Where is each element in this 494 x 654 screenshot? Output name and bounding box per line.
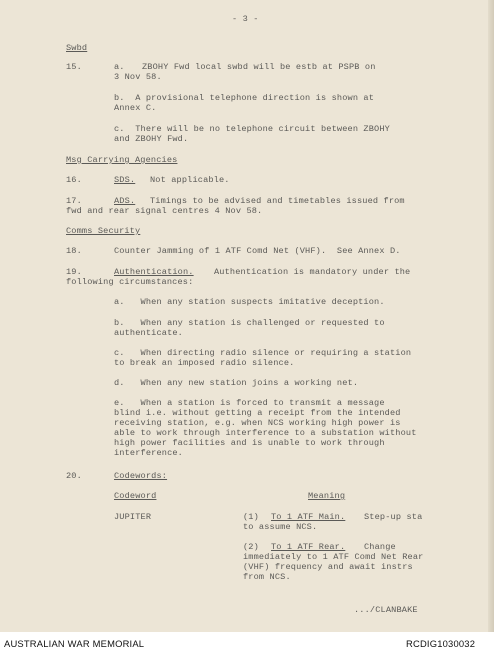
para-19c-line1: c. When directing radio silence or requiring a station <box>114 348 412 358</box>
para-19e-line3: receiving station, e.g. when NCS working high power is <box>114 418 401 428</box>
para-17-line1: Timings to be advised and timetables issued from <box>150 196 405 206</box>
para-15a-line2: 3 Nov 58. <box>114 72 162 82</box>
archive-footer-left: AUSTRALIAN WAR MEMORIAL <box>4 638 145 649</box>
meaning-2-line3: (VHF) frequency and await instrs <box>243 562 413 572</box>
para-19d: d. When any new station joins a working net. <box>114 378 359 388</box>
para-18-text: Counter Jamming of 1 ATF Comd Net (VHF). See Annex D. <box>114 246 401 256</box>
meaning-1-number: (1) <box>243 512 259 522</box>
continuation-marker: .../CLANBAKE <box>354 605 418 615</box>
page-number: - 3 - <box>232 14 259 24</box>
para-15a-label: a. <box>114 62 125 72</box>
para-20-heading: Codewords: <box>114 471 168 481</box>
para-20-number: 20. <box>66 471 82 481</box>
para-17-heading: ADS. <box>114 196 136 206</box>
para-15c-line1: c. There will be no telephone circuit between ZBOHY <box>114 124 390 134</box>
para-19a: a. When any station suspects imitative deception. <box>114 297 385 307</box>
column-header-codeword: Codeword <box>114 491 157 501</box>
meaning-1-line2: to assume NCS. <box>243 522 318 532</box>
para-19e-line4: able to work through interference to a substation without <box>114 428 417 438</box>
meaning-2-line1: Change <box>364 542 396 552</box>
meaning-2-heading: To 1 ATF Rear. <box>271 542 346 552</box>
codeword-value: JUPITER <box>114 512 152 522</box>
para-17-line2: fwd and rear signal centres 4 Nov 58. <box>66 206 263 216</box>
para-15a-line1: ZBOHY Fwd local swbd will be estb at PSPB on <box>142 62 376 72</box>
para-15-number: 15. <box>66 62 82 72</box>
para-19e-line1: e. When a station is forced to transmit a message <box>114 398 385 408</box>
para-19-line2: following circumstances: <box>66 277 194 287</box>
para-16-text: Not applicable. <box>150 175 230 185</box>
archive-footer-right: RCDIG1030032 <box>406 638 476 649</box>
para-19e-line6: interference. <box>114 448 183 458</box>
para-15b-line2: Annex C. <box>114 103 157 113</box>
para-19e-line2: blind i.e. without getting a receipt from the intended <box>114 408 401 418</box>
para-19c-line2: to break an imposed radio silence. <box>114 358 295 368</box>
para-18-number: 18. <box>66 246 82 256</box>
para-16-number: 16. <box>66 175 82 185</box>
para-15c-line2: and ZBOHY Fwd. <box>114 134 189 144</box>
para-19-heading: Authentication. <box>114 267 194 277</box>
para-17-number: 17. <box>66 196 82 206</box>
para-19b-line2: authenticate. <box>114 328 183 338</box>
para-19e-line5: high power facilities and is unable to work through <box>114 438 385 448</box>
column-header-meaning: Meaning <box>308 491 346 501</box>
para-15b-line1: b. A provisional telephone direction is shown at <box>114 93 375 103</box>
meaning-1-line1: Step-up sta <box>364 512 423 522</box>
para-19-line1: Authentication is mandatory under the <box>214 267 411 277</box>
para-19b-line1: b. When any station is challenged or requested to <box>114 318 385 328</box>
meaning-2-line4: from NCS. <box>243 572 291 582</box>
section-heading-comms-security: Comms Security <box>66 226 141 236</box>
para-16-heading: SDS. <box>114 175 136 185</box>
para-19-number: 19. <box>66 267 82 277</box>
section-heading-msg-carrying: Msg Carrying Agencies <box>66 155 178 165</box>
meaning-2-number: (2) <box>243 542 259 552</box>
meaning-2-line2: immediately to 1 ATF Comd Net Rear <box>243 552 424 562</box>
section-heading-swbd: Swbd <box>66 43 88 53</box>
meaning-1-heading: To 1 ATF Main. <box>271 512 346 522</box>
